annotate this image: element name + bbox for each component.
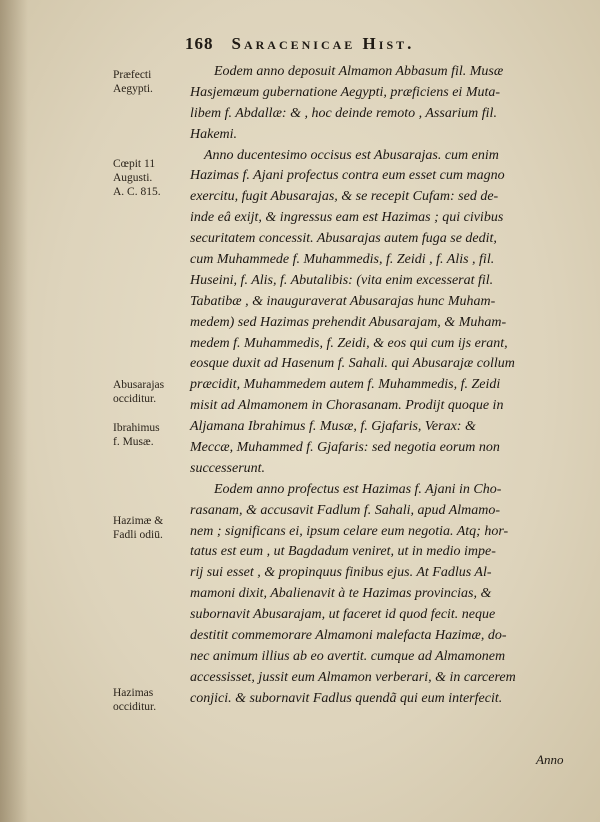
text-line: nec animum illius ab eo avertit. cumque ad Almamonem [190, 648, 506, 664]
margin-note-line: Augusti. [113, 172, 153, 184]
text-line: cum Muhammede f. Muhammedis, f. Zeidi , f. Alis , fil. [190, 252, 495, 268]
text-line: Hasjemæum gubernatione Aegypti, præficiens ei Muta- [190, 84, 501, 100]
margin-note-praefecti-aegypti [113, 68, 189, 96]
margin-note-line: Præfecti [113, 69, 152, 81]
margin-note-line: Hazimas [113, 687, 154, 699]
margin-note-line: Ibrahimus [113, 422, 160, 434]
margin-note-line: occiditur. [113, 701, 157, 713]
margin-note-line: Cœpit 11 [113, 158, 156, 170]
text-line: medem) sed Hazimas prehendit Abusarajam, & Muham- [190, 314, 507, 330]
text-line: tatus est eum , ut Bagdadum veniret, ut in medio impe- [190, 544, 496, 560]
margin-note-line: f. Musæ. [113, 436, 154, 448]
margin-note-line: Abusarajas [113, 379, 165, 391]
text-line: rij sui esset , & propinquus finibus ejus. At Fadlus Al- [190, 565, 492, 581]
margin-note-line: Hazimæ & [113, 515, 164, 527]
margin-note-hazimas-occiditur [113, 686, 189, 714]
text-line: eosque duxit ad Hasenum f. Sahali. qui Abusarajæ collum [190, 356, 515, 372]
text-line: Anno ducentesimo occisus est Abusarajas. cum enim [204, 147, 499, 163]
margin-note-line: Aegypti. [113, 83, 153, 95]
text-line: præcidit, Muhammedem autem f. Muhammedis, f. Zeidi [190, 377, 501, 393]
margin-note-coepit [113, 157, 189, 199]
margin-note-line: Fadli odiū. [113, 529, 163, 541]
text-line: rasanam, & accusavit Fadlum f. Sahali, apud Almamo- [190, 502, 501, 518]
text-line: medem f. Muhammedis, f. Zeidi, & eos qui cum ijs erant, [190, 335, 508, 351]
gutter-shadow [0, 0, 28, 822]
text-line: Eodem anno deposuit Almamon Abbasum fil. Musæ [214, 64, 504, 79]
text-line: misit ad Almamonem in Chorasanam. Prodijt quoque in [190, 398, 504, 414]
text-line: conjici. & subornavit Fadlus quendã qui eum interfecit. [190, 690, 503, 706]
text-line: Aljamana Ibrahimus f. Musæ, f. Gjafaris, Verax: & [190, 419, 476, 435]
text-line: successerunt. [190, 460, 266, 476]
text-line: Eodem anno profectus est Hazimas f. Ajani in Cho- [214, 481, 502, 497]
margin-note-line: occiditur. [113, 393, 157, 405]
text-line: subornavit Abusarajam, ut faceret id quod fecit. neque [190, 607, 496, 623]
margin-note-hazimae-fadli [113, 514, 189, 542]
text-line: libem f. Abdallæ: & , hoc deinde remoto , Assarium fil. [190, 105, 497, 121]
catchword: Anno [536, 752, 564, 767]
margin-note-abusarajas [113, 378, 189, 406]
text-line: securitatem concessit. Abusarajas autem fuga se dedit, [190, 231, 497, 247]
text-line: accessisset, jussit eum Almamon verberari, & in carcerem [190, 669, 516, 685]
text-line: nem ; significans ei, ipsum celare eum negotia. Atq; hor- [190, 523, 509, 539]
running-title: Saracenicae Hist. [231, 34, 415, 53]
text-line: destitit commemorare Almamoni malefacta Hazimæ, do- [190, 628, 507, 644]
margin-note-line: A. C. 815. [113, 186, 161, 198]
text-line: inde eâ exijt, & ingressus eam est Hazimas ; qui civibus [190, 210, 504, 226]
text-line: exercitu, fugit Abusarajas, & se recepit Cufam: sed de- [190, 189, 499, 205]
text-line: mamoni dixit, Abalienavit à te Hazimas provincias, & [190, 586, 492, 602]
running-head [185, 34, 545, 56]
text-line: Hakemi. [190, 126, 238, 142]
body-text [190, 62, 588, 710]
text-line: Hazimas f. Ajani profectus contra eum esset cum magno [190, 168, 505, 184]
text-line: Huseini, f. Alis, f. Abutalibis: (vita enim excesserat fil. [190, 272, 494, 288]
page-number: 168 [185, 34, 214, 53]
margin-note-ibrahimus [113, 421, 189, 449]
text-line: Tabatibæ , & inauguraverat Abusarajas hunc Muham- [190, 293, 496, 309]
text-line: Meccæ, Muhammed f. Gjafaris: sed negotia eorum non [190, 440, 500, 456]
